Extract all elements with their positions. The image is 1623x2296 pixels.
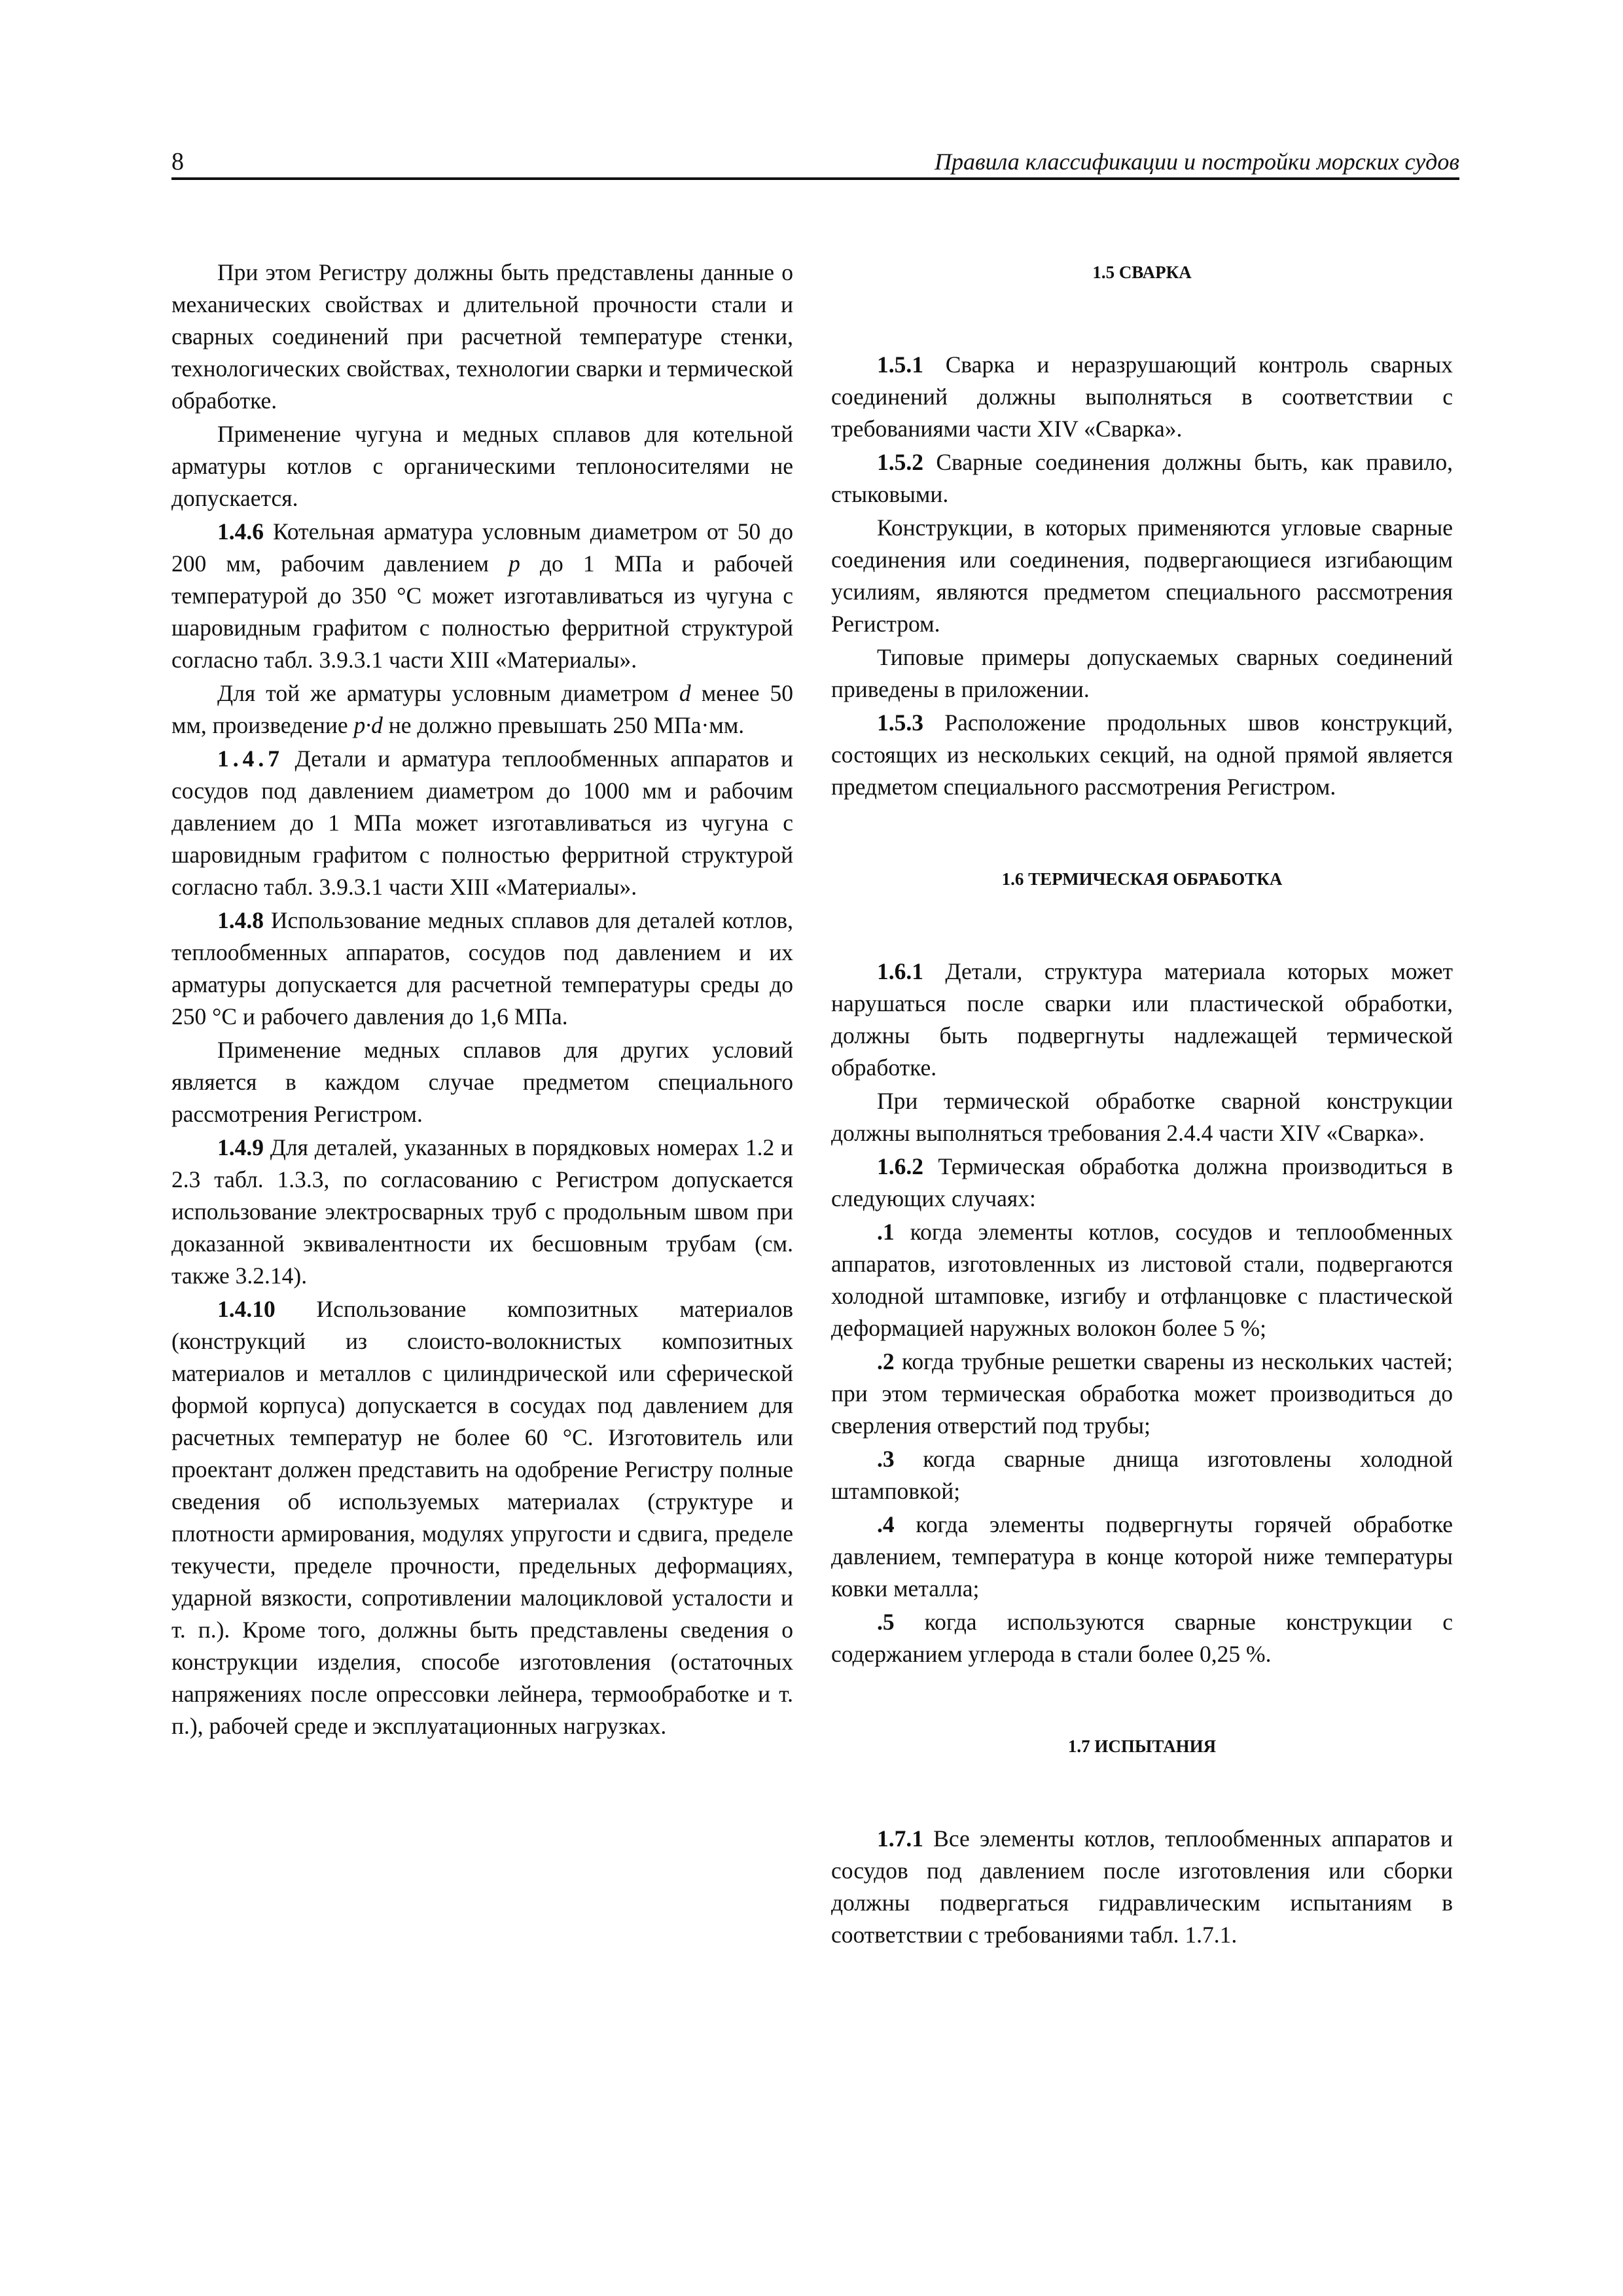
- paragraph-small-diameter: [171, 677, 793, 742]
- clause-number: 1.4.8: [217, 907, 264, 933]
- clause-1-7-1: [831, 1823, 1453, 1951]
- item-text: когда элементы котлов, сосудов и теплообменных аппаратов, изготовленных из листовой стали, подвергаются холодной штамповке, изгибу и отфланцовке с пластической деформацией наружных волокон более 5 %;: [831, 1219, 1453, 1341]
- clause-text: Детали и арматура теплообменных аппаратов и сосудов под давлением диаметром до 1000 мм и рабочим давлением до 1 МПа может изготавливаться из чугуна с шаровидным графитом с полностью ферритной структурой согласно табл. 3.9.3.1 части XIII «Материалы».: [171, 745, 793, 900]
- clause-number: 1.4.10: [217, 1296, 276, 1322]
- paragraph-cast-iron-copper: Применение чугуна и медных сплавов для котельной арматуры котлов с органическими теплоносителями не допускается.: [171, 421, 793, 511]
- clause-1-5-2: [831, 446, 1453, 511]
- variable-pd: p·d: [353, 712, 383, 738]
- clause-text: Котельная арматура условным диаметром от 50 до 200 мм, рабочим давлением: [171, 518, 793, 577]
- section-heading-tests: 1.7 ИСПЫТАНИЯ: [1067, 1736, 1217, 1756]
- paragraph-text: менее 50 мм, произведение: [171, 680, 794, 738]
- page-header: [171, 145, 1459, 178]
- left-column: [171, 257, 793, 1744]
- page-number: 8: [171, 148, 184, 175]
- section-heading-welding: 1.5 СВАРКА: [1092, 262, 1192, 282]
- clause-text: Использование композитных материалов (конструкций из слоисто-волокнистых композитных материалов и металлов с цилиндрической или сферической формой корпуса) допускается в сосудах под давлением для расчетных температур не более 60 °С. Изготовитель или проектант должен представить на одобрение Регистру полные сведения об используемых материалах (структуре и плотности армирования, модулях упругости и сдвига, пределе текучести, пределе прочности, предельных деформациях, ударной вязкости, сопротивлении малоцикловой усталости и т. п.). Кроме того, должны быть представлены сведения о конструкции изделия, способе изготовления (остаточных напряжениях после опрессовки лейнера, термообработке и т. п.), рабочей среде и эксплуатационных нагрузках.: [171, 1296, 793, 1739]
- clause-number: 1.4.6: [217, 518, 264, 545]
- clause-text: Расположение продольных швов конструкций, состоящих из нескольких секций, на одной прямой является предметом специального рассмотрения Регистром.: [831, 709, 1453, 800]
- clause-number: 1.5.2: [877, 449, 923, 475]
- clause-text: Сварка и неразрушающий контроль сварных соединений должны выполняться в соответствии с требованиями части XIV «Сварка».: [831, 351, 1453, 442]
- paragraph-typical-examples: Типовые примеры допускаемых сварных соединений приведены в приложении.: [831, 644, 1453, 702]
- clause-text: Для деталей, указанных в порядковых номерах 1.2 и 2.3 табл. 1.3.3, по согласованию с Регистром допускается использование электросварных труб с продольным швом при доказанной эквивалентности их бесшовным трубам (см. также 3.2.14).: [171, 1134, 793, 1289]
- clause-number: 1.5.3: [877, 709, 923, 736]
- clause-1-6-1: [831, 956, 1453, 1084]
- item-number: .3: [877, 1446, 895, 1472]
- item-number: .5: [877, 1609, 895, 1635]
- paragraph-text: Для той же арматуры условным диаметром: [217, 680, 679, 706]
- clause-1-4-8: [171, 905, 793, 1033]
- clause-text: до 1 МПа и рабочей температурой до 350 °С может изготавливаться из чугуна с шаровидным графитом с полностью ферритной структурой согласно табл. 3.9.3.1 части XIII «Материалы».: [171, 550, 794, 673]
- clause-1-4-10: [171, 1293, 793, 1742]
- item-text: когда элементы подвергнуты горячей обработке давлением, температура в конце которой ниже температуры ковки металла;: [831, 1511, 1453, 1602]
- clause-number: 1.4.7: [217, 745, 283, 772]
- item-text: когда сварные днища изготовлены холодной штамповкой;: [831, 1446, 1453, 1504]
- item-number: .2: [877, 1348, 895, 1374]
- item-number: .4: [877, 1511, 895, 1537]
- clause-1-5-3: [831, 707, 1453, 803]
- list-item-3: [831, 1443, 1453, 1507]
- clause-1-6-2: [831, 1151, 1453, 1215]
- clause-text: Все элементы котлов, теплообменных аппаратов и сосудов под давлением после изготовления или сборки должны подвергаться гидравлическим испытаниям в соответствии с требованиями табл. 1.7.1.: [831, 1825, 1453, 1948]
- section-heading-heat-treatment: 1.6 ТЕРМИЧЕСКАЯ ОБРАБОТКА: [1001, 869, 1283, 889]
- paragraph-heat-treatment-welded: При термической обработке сварной конструкции должны выполняться требования 2.4.4 части XIV «Сварка».: [831, 1088, 1453, 1146]
- clause-1-5-1: [831, 349, 1453, 445]
- clause-text: Термическая обработка должна производиться в следующих случаях:: [831, 1153, 1453, 1211]
- clause-1-4-9: [171, 1132, 793, 1292]
- clause-number: 1.4.9: [217, 1134, 264, 1160]
- item-text: когда трубные решетки сварены из нескольких частей; при этом термическая обработка может производиться до сверления отверстий под трубы;: [831, 1348, 1453, 1439]
- paragraph-copper-other: Применение медных сплавов для других условий является в каждом случае предметом специального рассмотрения Регистром.: [171, 1037, 793, 1127]
- list-item-1: [831, 1216, 1453, 1344]
- clause-1-4-7: [171, 743, 793, 903]
- paragraph-constructions: Конструкции, в которых применяются угловые сварные соединения или соединения, подвергающиеся изгибающим усилиям, являются предметом специального рассмотрения Регистром.: [831, 514, 1453, 637]
- item-number: .1: [877, 1219, 895, 1245]
- list-item-4: [831, 1509, 1453, 1605]
- clause-number: 1.5.1: [877, 351, 923, 378]
- running-title: Правила классификации и постройки морских судов: [935, 149, 1459, 175]
- variable-p: p: [508, 550, 520, 577]
- item-text: когда используются сварные конструкции с содержанием углерода в стали более 0,25 %.: [831, 1609, 1453, 1667]
- header-rule: [171, 177, 1459, 180]
- clause-text: Сварные соединения должны быть, как правило, стыковыми.: [831, 449, 1453, 507]
- clause-number: 1.6.2: [877, 1153, 923, 1179]
- paragraph-text: не должно превышать 250 МПа·мм.: [382, 712, 745, 738]
- clause-1-4-6: [171, 516, 793, 676]
- list-item-5: [831, 1606, 1453, 1670]
- list-item-2: [831, 1346, 1453, 1442]
- right-column: [831, 257, 1453, 1952]
- clause-number: 1.7.1: [877, 1825, 923, 1852]
- variable-d: d: [679, 680, 691, 706]
- clause-text: Использование медных сплавов для деталей котлов, теплообменных аппаратов, сосудов под давлением и их арматуры допускается для расчетной температуры среды до 250 °С и рабочего давления до 1,6 МПа.: [171, 907, 793, 1030]
- paragraph-register-data: При этом Регистру должны быть представлены данные о механических свойствах и длительной прочности стали и сварных соединений при расчетной температуре стенки, технологических свойствах, технологии сварки и термической обработке.: [171, 259, 793, 414]
- clause-text: Детали, структура материала которых может нарушаться после сварки или пластической обработки, должны быть подвергнуты надлежащей термической обработке.: [831, 958, 1453, 1081]
- clause-number: 1.6.1: [877, 958, 923, 984]
